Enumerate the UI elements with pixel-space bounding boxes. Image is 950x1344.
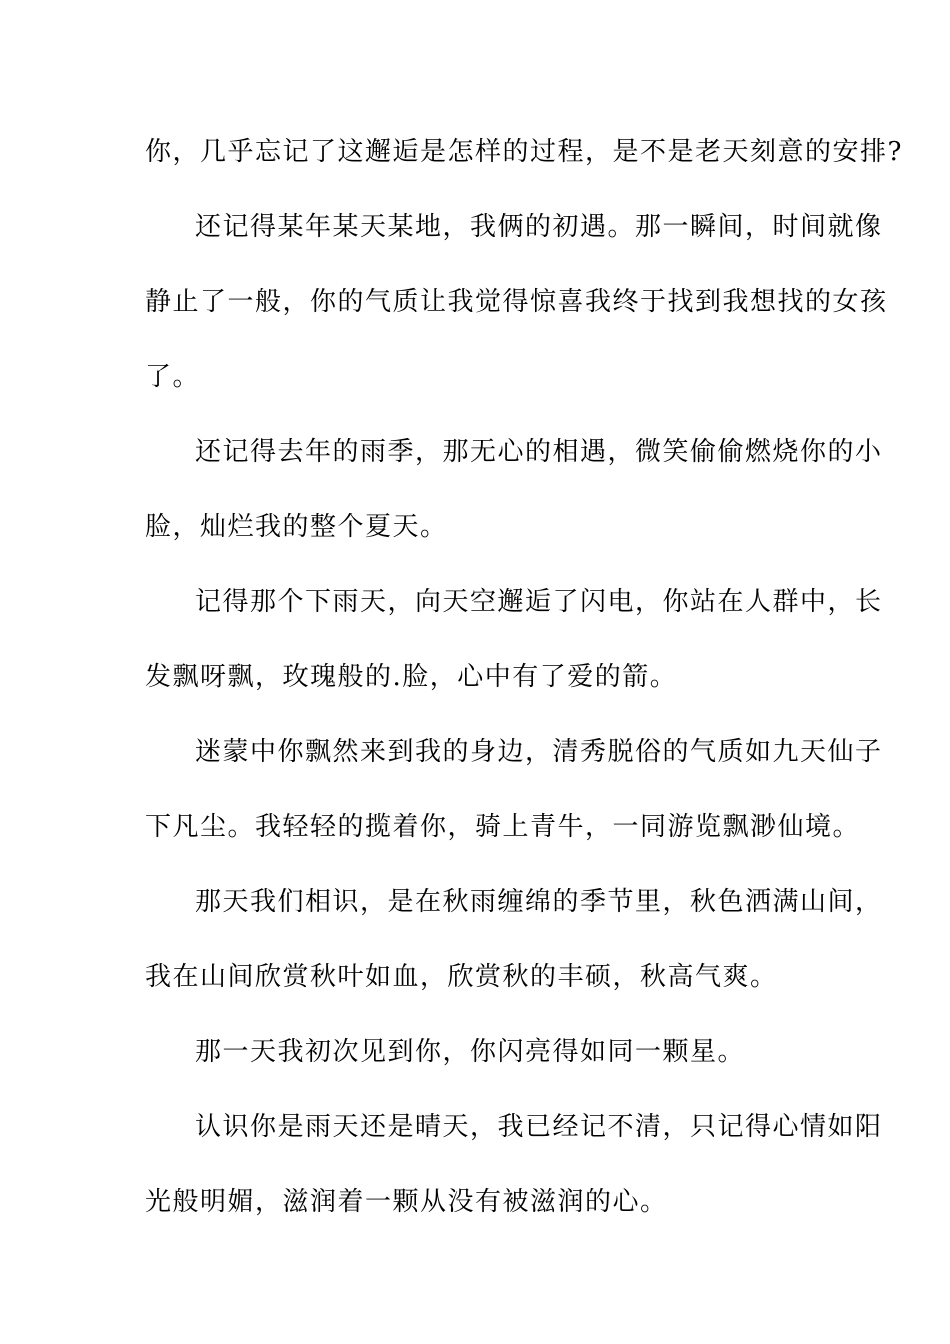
text-line: 认识你是雨天还是晴天，我已经记不清，只记得心情如阳 xyxy=(195,1112,883,1142)
text-line: 下凡尘。我轻轻的揽着你，骑上青牛，一同游览飘渺仙境。 xyxy=(145,812,861,842)
text-line: 我在山间欣赏秋叶如血，欣赏秋的丰硕，秋高气爽。 xyxy=(145,962,778,992)
text-line: 静止了一般，你的气质让我觉得惊喜我终于找到我想找的女孩 xyxy=(145,287,888,317)
text-line: 发飘呀飘，玫瑰般的.脸，心中有了爱的箭。 xyxy=(145,662,678,692)
text-line: 那一天我初次见到你，你闪亮得如同一颗星。 xyxy=(195,1037,746,1067)
text-line: 还记得某年某天某地，我俩的初遇。那一瞬间，时间就像 xyxy=(195,212,883,242)
text-line: 脸，灿烂我的整个夏天。 xyxy=(145,512,448,542)
text-line: 光般明媚，滋润着一颗从没有被滋润的心。 xyxy=(145,1187,668,1217)
text-line: 还记得去年的雨季，那无心的相遇，微笑偷偷燃烧你的小 xyxy=(195,437,883,467)
text-line: 了。 xyxy=(145,362,201,392)
text-line: 你，几乎忘记了这邂逅是怎样的过程，是不是老天刻意的安排? xyxy=(145,137,903,167)
text-line: 那天我们相识，是在秋雨缠绵的季节里，秋色洒满山间， xyxy=(195,887,883,917)
text-line: 记得那个下雨天，向天空邂逅了闪电，你站在人群中，长 xyxy=(195,587,883,617)
text-line: 迷蒙中你飘然来到我的身边，清秀脱俗的气质如九天仙子 xyxy=(195,737,883,767)
